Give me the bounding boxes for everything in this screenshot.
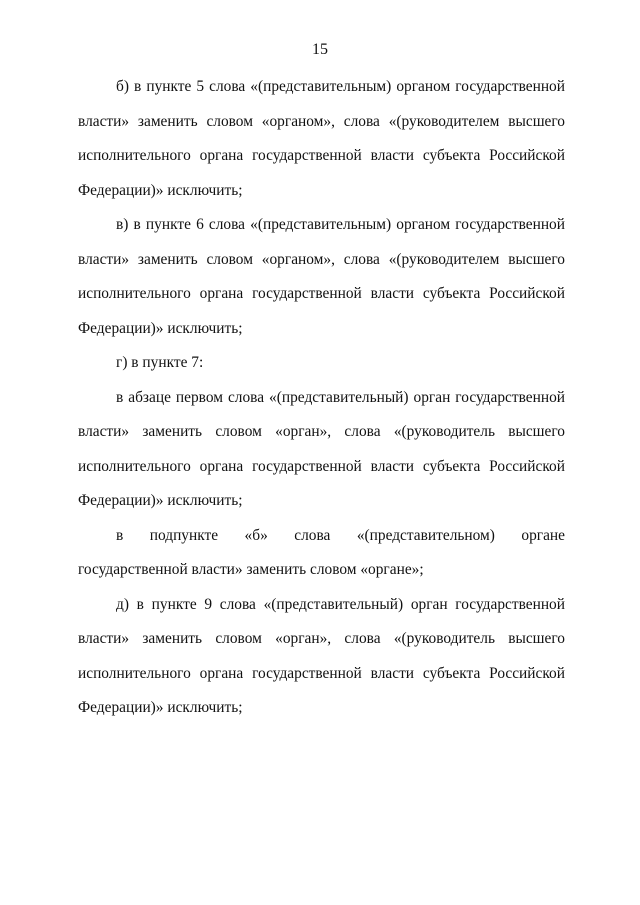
paragraph-b: б) в пункте 5 слова «(представительным) органом государственной власти» заменить словом «органом», слова «(руководителем высшего исполнительного органа государственной власти субъекта Российской Федерации)» исключить; [78, 78, 565, 199]
document-body [78, 70, 565, 726]
paragraph-v: в) в пункте 6 слова «(представительным) органом государственной власти» заменить словом «органом», слова «(руководителем высшего исполнительного органа государственной власти субъекта Российской Федерации)» исключить; [78, 216, 565, 337]
paragraph-d: д) в пункте 9 слова «(представительный) орган государственной власти» заменить словом «орган», слова «(руководитель высшего исполнительного органа государственной власти субъекта Российской Федерации)» исключить; [78, 595, 565, 716]
page-number: 15 [312, 41, 328, 58]
paragraph-g-abzats-1: в абзаце первом слова «(представительный) орган государственной власти» заменить словом «орган», слова «(руководитель высшего исполнительного органа государственной власти субъекта Российской Федерации)» исключить; [78, 388, 565, 509]
paragraph-g: г) в пункте 7: [116, 354, 204, 371]
paragraph-g-podpunkt-b: в подпункте «б» слова «(представительном) органе государственной власти» заменить словом «органе»; [78, 526, 565, 578]
